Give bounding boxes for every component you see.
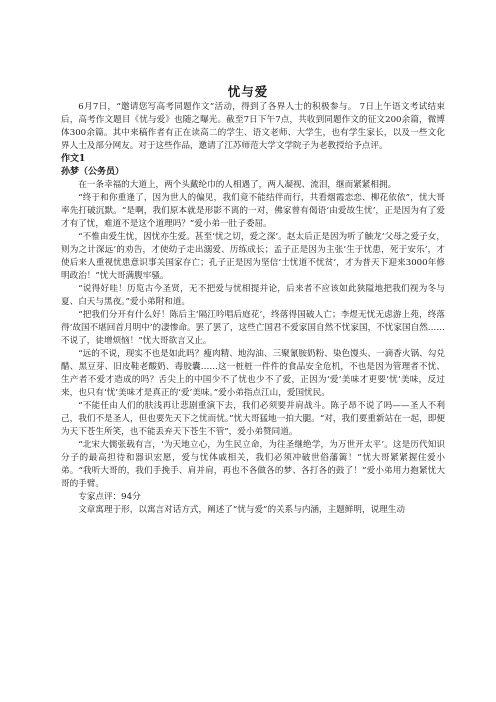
body-paragraph: “不惟由爱生忧，因忧亦生爱。甚至‘忧之切，爱之深’。赵太后正是因为听了触龙‘父母之爱子女，则为之计深远’的劝告，才使幼子走出溺爱、历练成长；孟子正是因为主张‘生于忧患，死于安乐’，才使后来人重视忧患意识事关国家存亡；孔子正是因为坚信‘士忧道不忧贫’，才为普天下迎来3000年修明政治！”忧大哥满腹牢骚。 [61,232,445,281]
body-paragraph: “终于和你重逢了，因为世人的偏见，我们竟不能结伴而行，共看烟霞恋恋、柳花依依”，忧大哥率先打破沉默。“是啊，我们原本就是形影不离的一对，佛家曾有偈语‘由爱故生忧’，正是因为有了爱才有了忧，难道不是这个道理吗？”爱小弟一肚子委屈。 [61,193,445,229]
body-paragraph: “说得好哇！历览古今圣贤，无不把爱与忧相提并论，后来者不应该如此狭隘地把我们视为冬与夏、白天与黑夜。”爱小弟附和道。 [61,284,445,307]
review-paragraph: 文章寓理于形，以寓言对话方式，阐述了“忧与爱”的关系与内涵，主题鲜明，说理生动 [78,505,405,515]
essay-heading: 作文1 [61,154,86,164]
author-line: 孙梦（公务员） [61,167,125,177]
body-paragraph: “远的不说，现实不也是如此吗？瘦肉精、地沟油、三聚氰胺奶粉、染色馒头、一滴香火锅、勾兑醋、黑豆芽、旧皮鞋老酸奶、毒胶囊……这一桩桩一件件的食品安全危机，不也是因为管理者不忧、生产者不爱才造成的吗？舌尖上的中国少不了忧也少不了爱，正因为‘爱’美味才更要‘忧’美味，反过来，也只有‘忧’美味才是真正的‘爱’美味。”爱小弟指点江山，爱国忧民。 [61,349,445,398]
score-line: 专家点评：94分 [78,492,141,502]
intro-paragraph: 6月7日，“邀请您写高考同题作文”活动，得到了各界人士的积极参与。 7日上午语文考试结束后，高考作文题目《忧与爱》也随之曝光。截至7日下午7点，共收到同题作文的征文200余篇，微博体300余篇。其中来稿作者有正在读高二的学生、语文老师、大学生，也有学生家长，以及一些文化界人士及部分网友。对于这些作品，邀请了江苏师范大学文学院子为老教授给予点评。 [61,102,445,151]
body-paragraph: 在一条幸福的大道上，两个头戴纶巾的人相遇了，两人凝视、流泪，继而紧紧相拥。 [78,180,397,190]
article-body [61,101,445,517]
body-paragraph: “把我们分开有什么好！陈后主‘隔江吟唱后庭花’，终落得国破人亡；李煜无忧无虑游上苑，终落得‘故国不堪回首月明中’的凄惨命。罢了罢了，这些亡国君不爱家国自然不忧家国，不忧家国自然……不说了，徒增烦恼！”忧大哥欲言又止。 [61,310,445,346]
page-title: 忧与爱 [227,84,269,99]
body-paragraph: “北宋大儒张载有言，‘为天地立心，为生民立命，为往圣继绝学，为万世开太平’。这是历代知识分子的最高担待和器识宏愿，爱与忧体戚相关，我们必须冲破世俗藩篱！”忧大哥紧紧握住爱小弟。“我听大哥的，我们手挽手、肩并肩，再也不各做各的梦、各打各的鼓了！”爱小弟用力抱紧忧大哥的手臂。 [61,440,445,489]
body-paragraph: “不能任由人们的肤浅再让悲剧重演下去，我们必须要并肩战斗。陈子昂不说了吗——圣人不利己，我们不是圣人，但也要先天下之忧而忧。”忧大哥猛地一拍大腿。“对，我们要重新站在一起，即便为天下苍生所笑，也不能丢弃天下苍生不管”，爱小弟赞同道。 [61,401,445,437]
